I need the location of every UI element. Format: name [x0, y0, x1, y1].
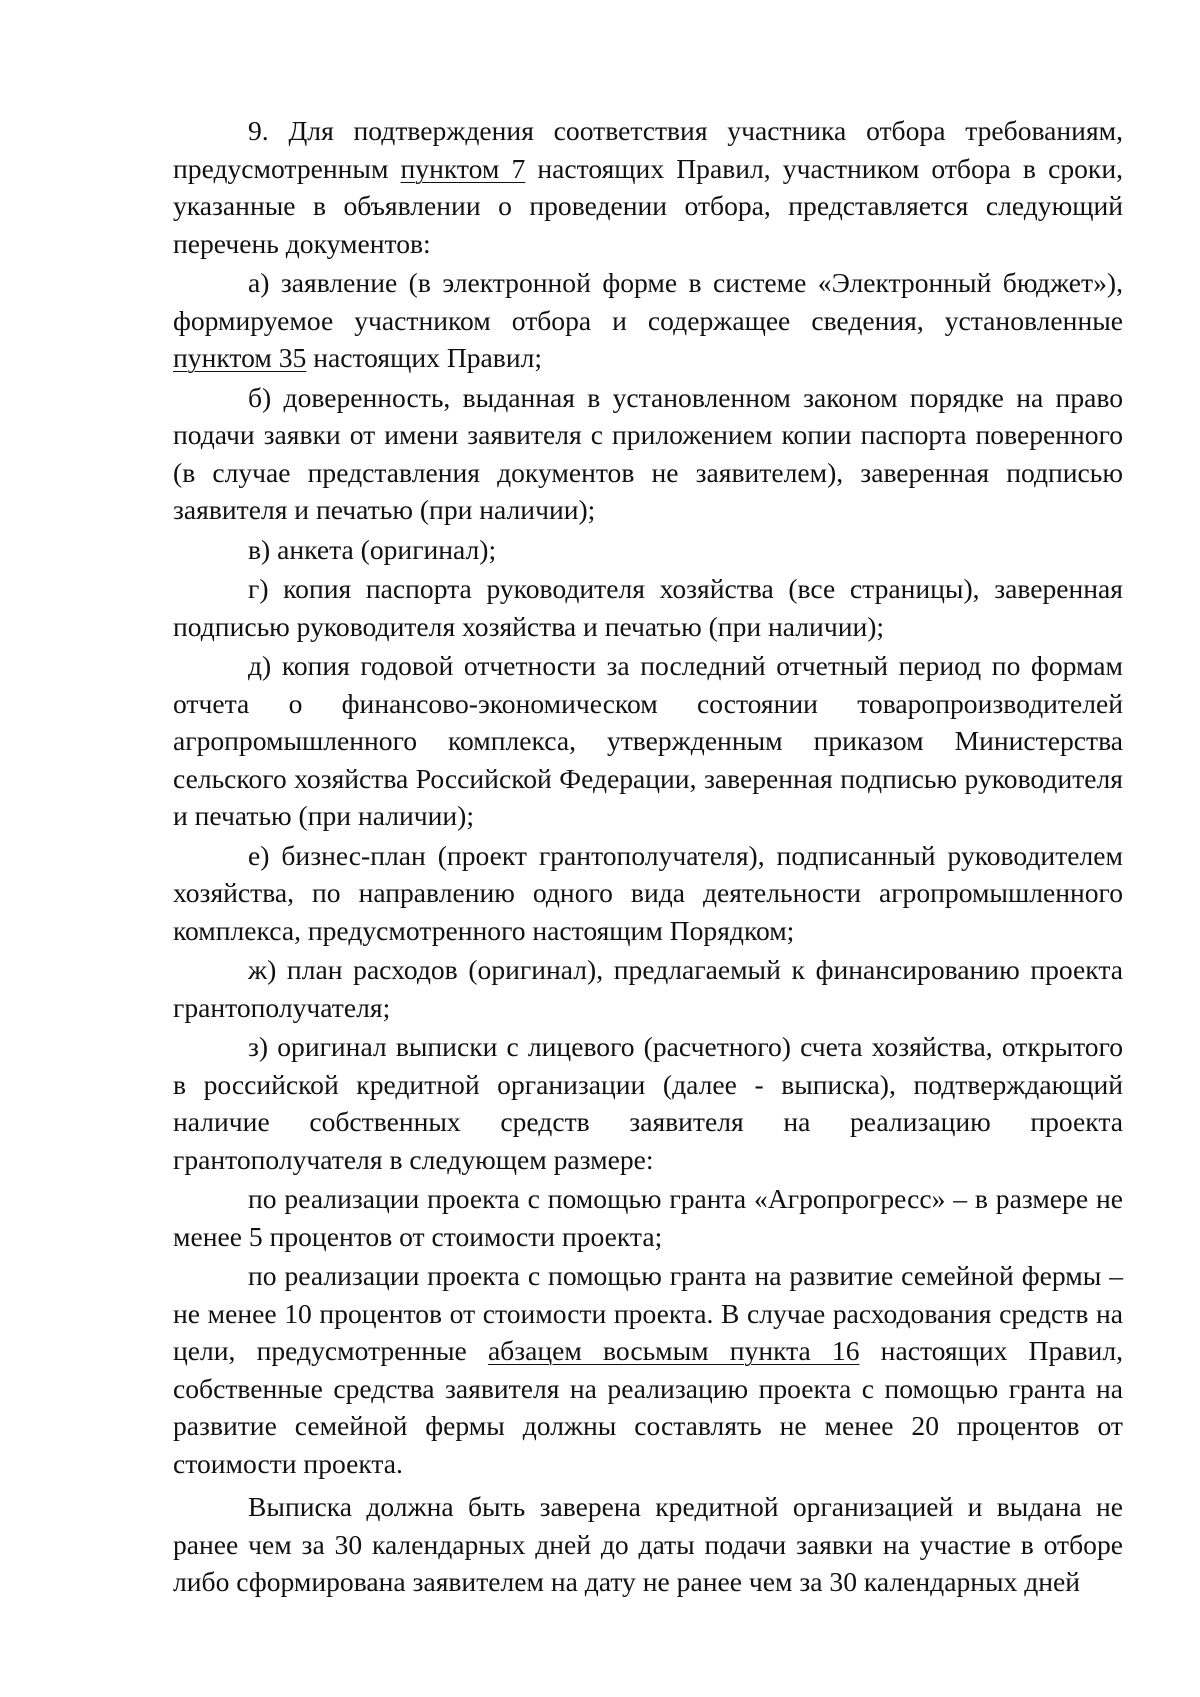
link-point-7[interactable]: пунктом 7 — [400, 152, 526, 184]
paragraph-a — [173, 264, 1123, 377]
paragraph-9 — [173, 112, 1123, 262]
paragraph-d: д) копия годовой отчетности за последний отчетный период по формам отчета о финансово-экономическом состоянии товаропроизводителей агропромышленного комплекса, утвержденным приказом Министерства сельского хозяйства Российской Федерации, заверенная подписью руководителя и печатью (при наличии); — [173, 650, 1123, 831]
paragraph-b: б) доверенность, выданная в установленном законом порядке на право подачи заявки от имени заявителя с приложением копии паспорта поверенного (в случае представления документов не заявителем), заверенная подписью заявителя и печатью (при наличии); — [173, 381, 1123, 525]
link-point-35[interactable]: пунктом 35 — [173, 342, 307, 373]
paragraph-text: по реализации проекта с помощью гранта на развитие семейной фермы – не менее 10 процентов от стоимости проекта. В случае расходования средств на цели, предусмотренные — [173, 1260, 1123, 1366]
link-point-16-paragraph-8[interactable]: абзацем восьмым пункта 16 — [487, 1335, 860, 1366]
paragraph-v: в) анкета (оригинал); — [248, 533, 497, 565]
paragraph-family-farm — [173, 1257, 1123, 1482]
paragraph-text: настоящих Правил, собственные средства заявителя на реализацию проекта с помощью гранта на развитие семейной фермы должны составлять не менее 20 процентов от стоимости проекта. — [173, 1335, 1123, 1479]
paragraph-zh: ж) план расходов (оригинал), предлагаемый к финансированию проекта грантополучателя; — [173, 954, 1123, 1023]
paragraph-text: настоящих Правил, участником отбора в сроки, указанные в объявлении о проведении отбора, представляется следующий перечень документов: — [173, 152, 1123, 259]
paragraph-z: з) оригинал выписки с лицевого (расчетного) счета хозяйства, открытого в российской кредитной организации (далее - выписка), подтверждающий наличие собственных средств заявителя на реализацию проекта грантополучателя в следующем размере: — [173, 1031, 1123, 1175]
paragraph-statement: Выписка должна быть заверена кредитной организацией и выдана не ранее чем за 30 календарных дней до даты подачи заявки на участие в отборе либо сформирована заявителем на дату не ранее чем за 30 календарных дней — [173, 1491, 1123, 1597]
document-page — [173, 112, 1123, 1601]
paragraph-text: 9. Для подтверждения соответствия участника отбора требованиям, предусмотренным — [173, 115, 1123, 184]
paragraph-text: а) заявление (в электронной форме в системе «Электронный бюджет»), формируемое участником отбора и содержащее сведения, установленные — [173, 267, 1123, 336]
paragraph-e: е) бизнес-план (проект грантополучателя), подписанный руководителем хозяйства, по направлению одного вида деятельности агропромышленного комплекса, предусмотренного настоящим Порядком; — [173, 839, 1123, 946]
paragraph-agroprogress: по реализации проекта с помощью гранта «Агропрогресс» – в размере не менее 5 процентов от стоимости проекта; — [173, 1183, 1123, 1252]
paragraph-g: г) копия паспорта руководителя хозяйства (все страницы), заверенная подписью руководителя хозяйства и печатью (при наличии); — [173, 573, 1123, 642]
paragraph-text: настоящих Правил; — [306, 342, 543, 373]
